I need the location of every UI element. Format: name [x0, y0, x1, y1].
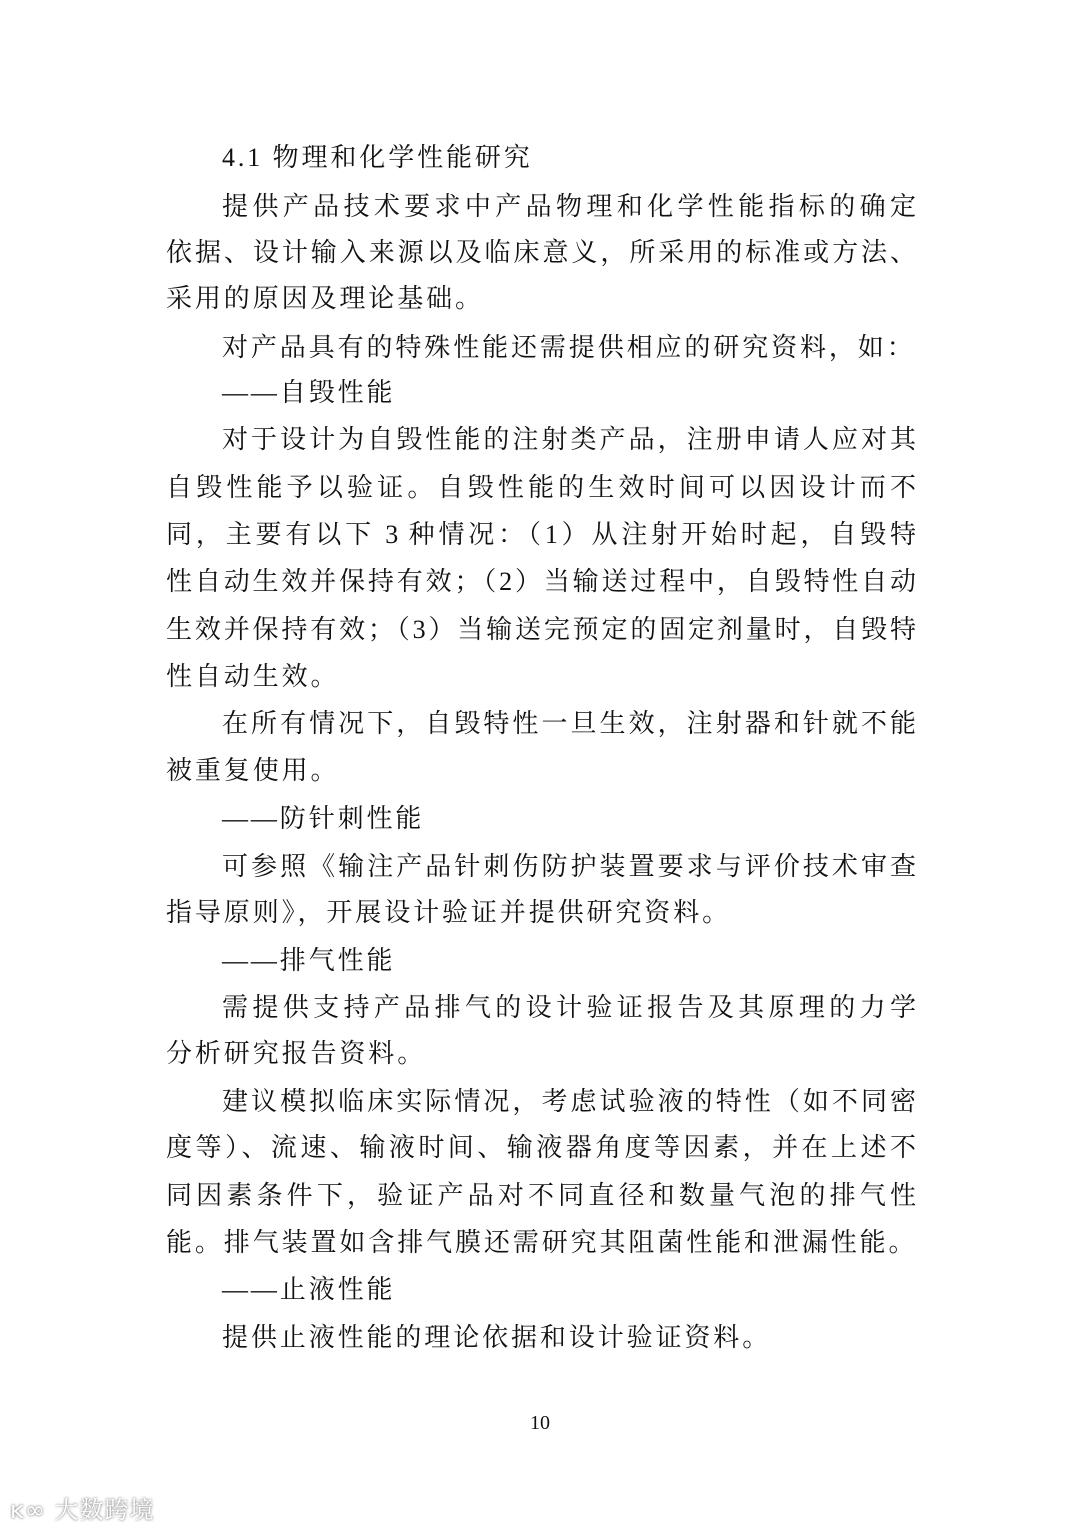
heading: 4.1 物理和化学性能研究	[222, 143, 533, 172]
subheading: ——自毁性能	[222, 378, 396, 407]
text-line: 同，主要有以下 3 种情况：（1）从注射开始时起，自毁特	[166, 520, 916, 549]
text-line: 性自动生效。	[166, 662, 340, 691]
text-line: 对产品具有的特殊性能还需提供相应的研究资料，如：	[222, 333, 916, 362]
page-number: 10	[530, 1412, 550, 1434]
text-line: 对于设计为自毁性能的注射类产品，注册申请人应对其	[222, 425, 916, 454]
text-line: 被重复使用。	[166, 756, 340, 785]
subheading: ——防针刺性能	[222, 804, 425, 833]
text-line: 需提供支持产品排气的设计验证报告及其原理的力学	[222, 993, 916, 1022]
text-line: 建议模拟临床实际情况，考虑试验液的特性（如不同密	[222, 1087, 916, 1116]
watermark-logo: ᴋ∞ 大数跨境	[10, 1496, 155, 1524]
text-line: 能。排气装置如含排气膜还需研究其阻菌性能和泄漏性能。	[166, 1228, 918, 1257]
subheading: ——止液性能	[222, 1275, 396, 1304]
text-line: 生效并保持有效；（3）当输送完预定的固定剂量时，自毁特	[166, 615, 916, 644]
text-line: 提供止液性能的理论依据和设计验证资料。	[222, 1323, 772, 1352]
text-line: 提供产品技术要求中产品物理和化学性能指标的确定	[222, 192, 916, 221]
text-line: 依据、设计输入来源以及临床意义，所采用的标准或方法、	[166, 238, 916, 267]
watermark-text: 大数跨境	[54, 1496, 155, 1524]
text-line: 采用的原因及理论基础。	[166, 284, 484, 313]
subheading: ——排气性能	[222, 946, 396, 975]
text-line: 性自动生效并保持有效；（2）当输送过程中，自毁特性自动	[166, 567, 916, 596]
text-line: 同因素条件下，验证产品对不同直径和数量气泡的排气性	[166, 1181, 916, 1210]
text-line: 度等）、流速、输液时间、输液器角度等因素，并在上述不	[166, 1133, 916, 1162]
text-line: 在所有情况下，自毁特性一旦生效，注射器和针就不能	[222, 709, 916, 738]
text-line: 可参照《输注产品针刺伤防护装置要求与评价技术审查	[222, 852, 916, 881]
text-line: 分析研究报告资料。	[166, 1039, 427, 1068]
text-line: 指导原则》，开展设计验证并提供研究资料。	[166, 898, 732, 927]
text-line: 自毁性能予以验证。自毁性能的生效时间可以因设计而不	[166, 473, 916, 502]
